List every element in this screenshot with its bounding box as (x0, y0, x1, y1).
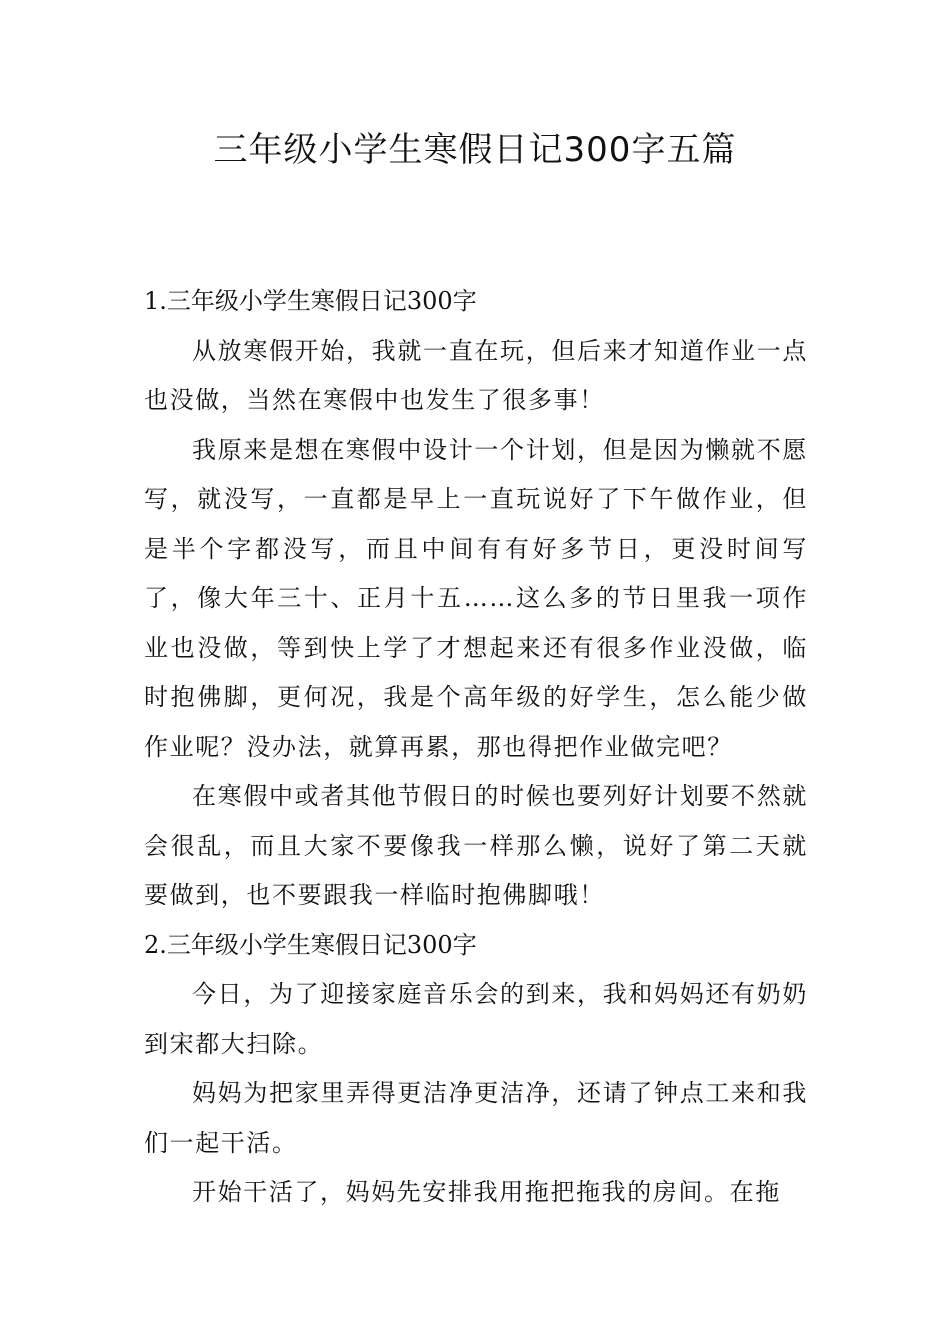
section-heading: 2.三年级小学生寒假日记300字 (144, 930, 477, 959)
paragraph: 从放寒假开始，我就一直在玩，但后来才知道作业一点也没做，当然在寒假中也发生了很多事！ (144, 336, 808, 414)
document-body (144, 277, 808, 1218)
diary-section-1 (144, 277, 808, 921)
section-heading: 1.三年级小学生寒假日记300字 (144, 287, 477, 315)
paragraph: 我原来是想在寒假中设计一个计划，但是因为懒就不愿写，就没写，一直都是早上一直玩说好了下午做作业，但是半个字都没写，而且中间有有好多节日，更没时间写了，像大年三十、正月十五……这么多的节日里我一项作业也没做，等到快上学了才想起来还有很多作业没做，临时抱佛脚，更何况，我是个高年级的好学生，怎么能少做作业呢？没办法，就算再累，那也得把作业做完吧？ (144, 435, 808, 761)
paragraph: 今日，为了迎接家庭音乐会的到来，我和妈妈还有奶奶到宋都大扫除。 (144, 980, 808, 1058)
paragraph: 开始干活了，妈妈先安排我用拖把拖我的房间。在拖 (192, 1178, 781, 1206)
paragraph: 妈妈为把家里弄得更洁净更洁净，还请了钟点工来和我们一起干活。 (144, 1079, 808, 1157)
paragraph: 在寒假中或者其他节假日的时候也要列好计划要不然就会很乱，而且大家不要像我一样那么懒，说好了第二天就要做到，也不要跟我一样临时抱佛脚哦！ (144, 782, 808, 909)
document-title: 三年级小学生寒假日记300字五篇 (213, 130, 737, 170)
diary-section-2 (144, 921, 808, 1218)
